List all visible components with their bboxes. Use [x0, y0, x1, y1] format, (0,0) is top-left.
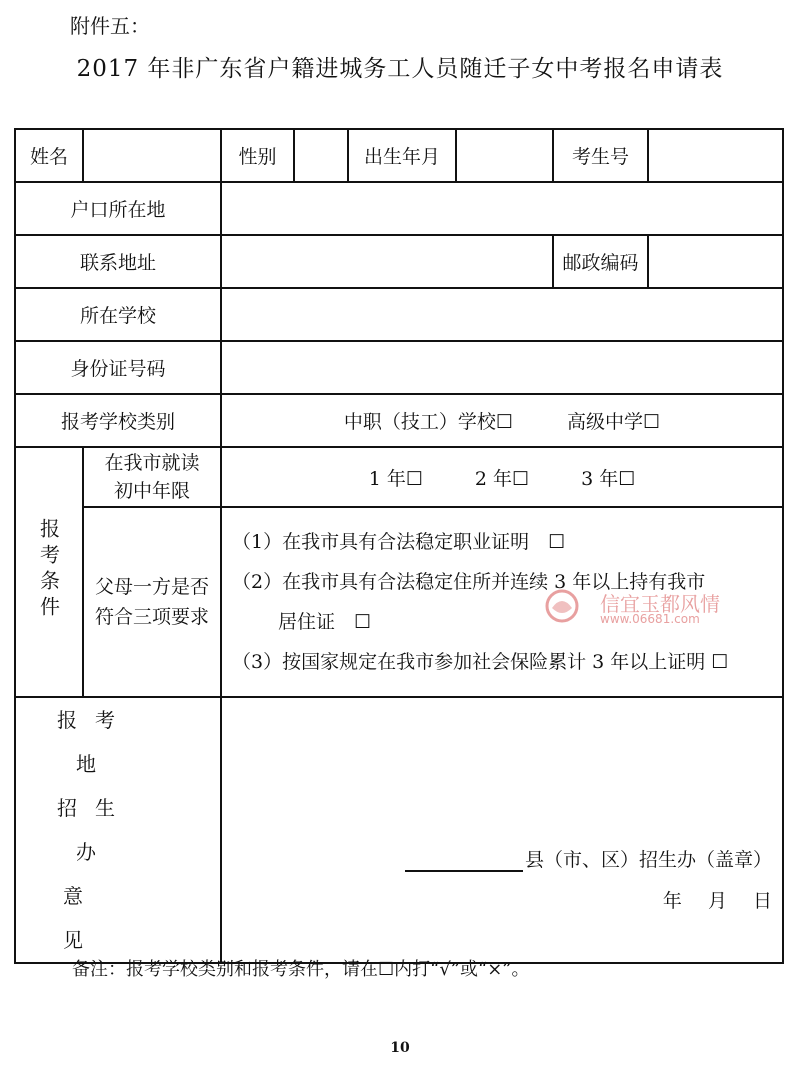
years-options [221, 447, 783, 507]
school-type-options [221, 394, 783, 447]
school-type-vocational-checkbox[interactable]: 中职（技工）学校☐ [343, 411, 513, 433]
watermark-text: 信宜玉都风情 [600, 592, 720, 616]
signature-text: 县（市、区）招生办（盖章） [524, 849, 772, 871]
opinion-label-line2: 招生办 [57, 796, 133, 864]
school-type-label: 报考学校类别 [15, 394, 221, 447]
watermark-url: www.06681.com [600, 612, 700, 626]
exam-no-label: 考生号 [553, 129, 648, 182]
address-field[interactable] [221, 235, 553, 288]
school-type-highschool-checkbox[interactable]: 高级中学☐ [567, 411, 661, 433]
footer-note: 备注：报考学校类别和报考条件，请在☐内打“√”或“×”。 [72, 959, 530, 980]
county-blank[interactable] [405, 870, 523, 872]
row-address [15, 235, 783, 288]
year-1-checkbox[interactable]: 1 年☐ [368, 467, 423, 490]
gender-field[interactable] [294, 129, 348, 182]
year-3-checkbox[interactable]: 3 年☐ [581, 467, 636, 490]
application-form-table [14, 128, 784, 964]
form-title: 2017 年非广东省户籍进城务工人员随迁子女中考报名申请表 [76, 56, 724, 82]
gender-label: 性别 [221, 129, 294, 182]
row-years [15, 447, 783, 507]
conditions-label: 报考条件 [36, 517, 61, 622]
requirement-2-text: （2）在我市具有合法稳定住所并连续 3 年以上持有我市 [232, 571, 706, 593]
postcode-field[interactable] [648, 235, 783, 288]
parents-label-cell [83, 507, 221, 697]
row-opinion [15, 697, 783, 963]
postcode-label: 邮政编码 [553, 235, 648, 288]
school-label: 所在学校 [15, 288, 221, 341]
page-number: 10 [390, 1040, 410, 1056]
conditions-label-cell [15, 447, 83, 697]
years-label-line2: 初中年限 [113, 480, 190, 502]
requirement-1-checkbox[interactable]: （1）在我市具有合法稳定职业证明 ☐ [232, 531, 566, 553]
exam-no-field[interactable] [648, 129, 783, 182]
parents-label-line2: 符合三项要求 [94, 606, 209, 628]
years-label-line1: 在我市就读 [104, 452, 200, 474]
parents-label-line1: 父母一方是否 [94, 576, 209, 598]
row-hukou [15, 182, 783, 235]
row-id [15, 341, 783, 394]
opinion-label-line3: 意见 [63, 884, 127, 952]
requirement-2-checkbox[interactable]: 居住证 ☐ [278, 611, 372, 633]
opinion-label-cell [15, 697, 221, 963]
year-2-checkbox[interactable]: 2 年☐ [474, 467, 530, 490]
opinion-label [16, 698, 220, 962]
row-basic-info [15, 129, 783, 182]
years-label-cell [83, 447, 221, 507]
birth-label: 出生年月 [348, 129, 456, 182]
opinion-field[interactable] [221, 697, 783, 963]
address-label: 联系地址 [15, 235, 221, 288]
row-school-type [15, 394, 783, 447]
school-field[interactable] [221, 288, 783, 341]
signature-line [405, 845, 772, 872]
date-line: 年 月 日 [662, 890, 772, 912]
requirement-3-checkbox[interactable]: （3）按国家规定在我市参加社会保险累计 3 年以上证明 ☐ [232, 651, 729, 673]
attachment-label: 附件五： [70, 14, 150, 38]
id-field[interactable] [221, 341, 783, 394]
row-school [15, 288, 783, 341]
opinion-label-line1: 报考地 [57, 708, 133, 776]
name-label: 姓名 [15, 129, 83, 182]
hukou-field[interactable] [221, 182, 783, 235]
id-label: 身份证号码 [15, 341, 221, 394]
hukou-label: 户口所在地 [15, 182, 221, 235]
name-field[interactable] [83, 129, 221, 182]
birth-field[interactable] [456, 129, 553, 182]
